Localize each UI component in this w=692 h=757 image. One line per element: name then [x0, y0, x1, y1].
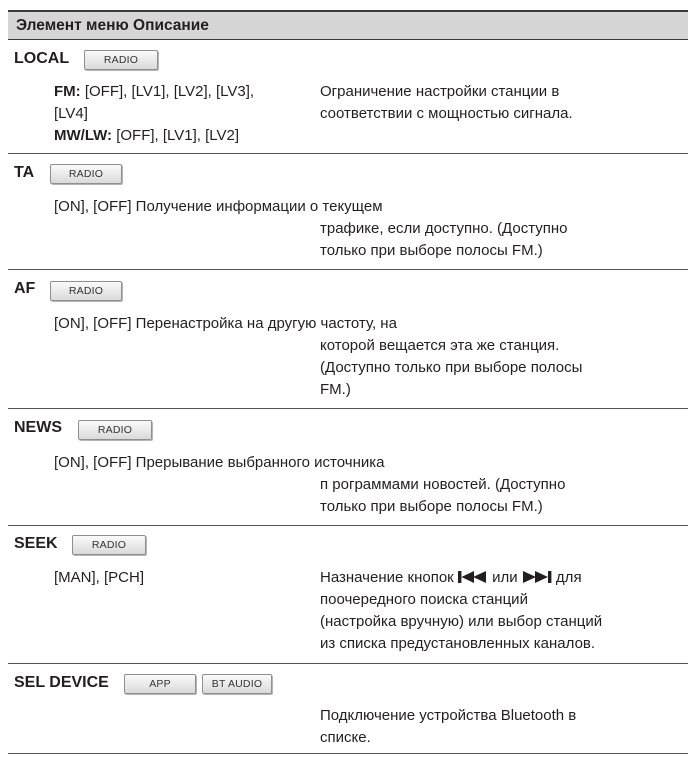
- local-desc-2: соответствии с мощностью сигнала.: [320, 105, 573, 122]
- fm-values: [OFF], [LV1], [LV2], [LV3],: [80, 83, 255, 100]
- sel-device-desc-1: Подключение устройства Bluetooth в: [320, 707, 577, 724]
- local-desc-1: Ограничение настройки станции в: [320, 83, 560, 100]
- seek-values: [MAN], [PCH]: [54, 569, 145, 586]
- sel-device-desc-2: списке.: [320, 729, 371, 746]
- tag-radio: RADIO: [50, 281, 122, 301]
- item-name-news: NEWS: [14, 419, 62, 436]
- seek-desc-1: [320, 567, 582, 589]
- mwlw-label: MW/LW:: [54, 127, 113, 144]
- tag-app: APP: [124, 674, 196, 694]
- tag-radio: RADIO: [72, 535, 146, 555]
- af-line-3: (Доступно только при выборе полосы: [320, 359, 583, 376]
- row-divider: [8, 663, 688, 664]
- af-line-1: [ON], [OFF] Перенастройка на другую частоту, на: [54, 315, 397, 332]
- row-divider: [8, 408, 688, 409]
- item-name-af: AF: [14, 280, 36, 297]
- tag-radio: RADIO: [84, 50, 158, 70]
- seek-desc-1c: для: [551, 569, 582, 586]
- menu-table: [8, 0, 688, 757]
- row-divider: [8, 153, 688, 154]
- seek-desc-4: из списка предустановленных каналов.: [320, 635, 596, 652]
- tag-bt-audio: BT AUDIO: [202, 674, 272, 694]
- skip-previous-icon: [458, 570, 488, 584]
- ta-line-3: только при выборе полосы FM.): [320, 242, 543, 259]
- news-line-3: только при выборе полосы FM.): [320, 498, 543, 515]
- news-line-1: [ON], [OFF] Прерывание выбранного источника: [54, 454, 385, 471]
- af-line-2: которой вещается эта же станция.: [320, 337, 560, 354]
- row-divider: [8, 525, 688, 526]
- tag-radio: RADIO: [50, 164, 122, 184]
- row-divider: [8, 269, 688, 270]
- seek-desc-3: (настройка вручную) или выбор станций: [320, 613, 603, 630]
- table-header: [8, 10, 688, 40]
- item-name-local: LOCAL: [14, 50, 70, 67]
- ta-line-1: [ON], [OFF] Получение информации о текущем: [54, 198, 383, 215]
- item-name-ta: TA: [14, 164, 35, 181]
- fm-values-2: [LV4]: [54, 105, 88, 122]
- fm-label: FM:: [54, 83, 81, 100]
- seek-desc-1b: или: [487, 569, 522, 586]
- skip-next-icon: [522, 570, 552, 584]
- news-line-2: п рограммами новостей. (Доступно: [320, 476, 566, 493]
- table-header-label: Элемент меню Описание: [16, 17, 209, 34]
- seek-desc-2: поочередного поиска станций: [320, 591, 528, 608]
- mwlw-values: [OFF], [LV1], [LV2]: [112, 127, 240, 144]
- item-name-seek: SEEK: [14, 535, 58, 552]
- seek-desc-1a: Назначение кнопок: [320, 569, 458, 586]
- tag-radio: RADIO: [78, 420, 152, 440]
- local-mwlw-values-line: [54, 125, 239, 147]
- ta-line-2: трафике, если доступно. (Доступно: [320, 220, 568, 237]
- af-line-4: FM.): [320, 381, 351, 398]
- item-name-sel-device: SEL DEVICE: [14, 674, 109, 691]
- row-divider: [8, 753, 688, 754]
- local-fm-values-line: [54, 81, 254, 103]
